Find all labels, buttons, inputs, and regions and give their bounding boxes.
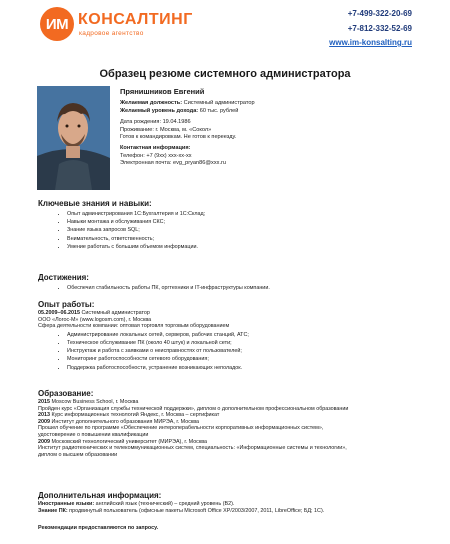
list-item: • Внимательность, ответственность; xyxy=(67,235,418,243)
additional-heading: Дополнительная информация: xyxy=(38,491,162,500)
list-item: • Умение работать с большим объемом информации. xyxy=(67,243,418,251)
education-detail: Пройден курс «Организация службы технической поддержки», диплом о дополнительном профессиональном образовании xyxy=(38,405,349,412)
candidate-name: Прянишников Евгений xyxy=(120,87,205,96)
pc-skills-label: Знание ПК: xyxy=(38,507,68,514)
job-period: 05.2009–06.2015 xyxy=(38,310,80,316)
logo-mark: ИМ xyxy=(40,7,74,41)
education-institution: Московский технологический университет (МИРЭА), г. Москва xyxy=(50,438,208,445)
references-note: Рекомендации предоставляются по запросу. xyxy=(38,525,159,532)
education-year: 2009 xyxy=(38,418,50,425)
education-institution: Институт дополнительного образования МИРЭА, г. Москва xyxy=(50,418,200,425)
achievements-section xyxy=(38,273,418,292)
candidate-email: Электронная почта: evg_pryan86@xxx.ru xyxy=(120,160,226,167)
list-item: • Техническое обслуживание ПК (около 40 штук) и локальной сети; xyxy=(67,339,418,347)
desired-position-label: Желаемая должность: xyxy=(120,100,183,107)
list-item: • Навыки монтажа и обслуживания СКС; xyxy=(67,218,418,226)
pc-skills-line xyxy=(38,508,418,515)
job-title-line xyxy=(38,310,418,317)
list-item: • Опыт администрирования 1С:Бухгалтерия и 1С:Склад; xyxy=(67,210,418,218)
logo-subtitle: кадровое агентство xyxy=(79,30,144,37)
languages-line xyxy=(38,501,418,508)
candidate-photo xyxy=(37,86,110,190)
additional-section xyxy=(38,491,418,532)
list-item: • Мониторинг работоспособности сетевого оборудования; xyxy=(67,355,418,363)
agency-website-link[interactable]: www.im-konsalting.ru xyxy=(329,38,412,47)
education-institution: Курс информационных технологий Яндекс, г. Москва – сертификат xyxy=(50,412,220,419)
candidate-portrait-image xyxy=(37,86,110,190)
experience-heading: Опыт работы: xyxy=(38,300,95,309)
agency-phone-1: +7-499-322-20-69 xyxy=(347,9,412,18)
residence: Проживание: г. Москва, м. «Сокол» xyxy=(120,126,212,133)
education-detail: Институт радиотехнических и телекоммуникационных систем, специальность: «Информационные системы и технологии», xyxy=(38,445,347,452)
desired-position-value: Системный администратор xyxy=(182,100,255,107)
page-title: Образец резюме системного администратора xyxy=(99,68,351,80)
company-logo xyxy=(40,7,200,43)
languages-value: английский язык (технический) – средний уровень (B2). xyxy=(94,501,235,507)
education-entry xyxy=(38,439,418,446)
list-item: • Администрирование локальных сетей, серверов, рабочих станций, АТС; xyxy=(67,331,418,339)
desired-income-label: Желаемый уровень дохода: xyxy=(120,107,199,114)
education-entry xyxy=(38,412,418,419)
education-heading: Образование: xyxy=(38,389,94,398)
languages-label: Иностранные языки: xyxy=(38,501,95,507)
education-detail: удостоверение о повышении квалификации xyxy=(38,431,149,438)
list-item: • Поддержка работоспособности, устранение возникающих неполадок. xyxy=(67,364,418,372)
education-year: 2009 xyxy=(38,438,50,445)
logo-wordmark: КОНСАЛТИНГ xyxy=(78,11,193,28)
job-role: Системный администратор xyxy=(79,310,150,316)
candidate-phone: Телефон: +7 (9хх) ххх-хх-хх xyxy=(120,152,192,159)
contact-info-label: Контактная информация: xyxy=(120,145,191,152)
education-detail: диплом о высшем образовании xyxy=(38,451,118,458)
job-company: ООО «Логос-М» (www.logosm.com), г. Москва xyxy=(38,316,152,323)
list-item: • Знание языка запросов SQL; xyxy=(67,226,418,234)
education-section xyxy=(38,389,418,458)
personal-info xyxy=(120,88,420,168)
education-entry xyxy=(38,419,418,426)
education-entry xyxy=(38,399,418,406)
birth-date: Дата рождения: 19.04.1986 xyxy=(120,119,191,126)
skills-section xyxy=(38,199,418,251)
list-item: • Инструктаж и работа с заявками о неисправностях от пользователей; xyxy=(67,347,418,355)
desired-income-value: 60 тыс. рублей xyxy=(198,107,239,114)
job-field: Сфера деятельности компании: оптовая торговля торговым оборудованием xyxy=(38,323,230,330)
skills-heading: Ключевые знания и навыки: xyxy=(38,199,152,208)
list-item: • Обеспечил стабильность работы ПК, оргтехники и IT-инфраструктуры компании. xyxy=(67,284,418,292)
education-year: 2013 xyxy=(38,412,50,419)
achievements-heading: Достижения: xyxy=(38,273,89,282)
agency-phone-2: +7-812-332-52-69 xyxy=(347,23,412,33)
relocation-note: Готов к командировкам. Не готов к переезду. xyxy=(120,134,237,141)
desired-income xyxy=(120,108,420,115)
education-detail: Прошел обучение по программе «Обеспечение интероперабельности корпоративных информационных систем», xyxy=(38,425,324,432)
education-institution: Moscow Business School, г. Москва xyxy=(50,399,139,405)
experience-section xyxy=(38,300,418,372)
education-year: 2015 xyxy=(38,399,50,405)
agency-contacts xyxy=(329,7,412,51)
desired-position xyxy=(120,100,420,107)
pc-skills-value: продвинутый пользователь (офисные пакеты Microsoft Office XP/2003/2007, 2011, LibreOffice; БД; 1С). xyxy=(67,507,325,514)
